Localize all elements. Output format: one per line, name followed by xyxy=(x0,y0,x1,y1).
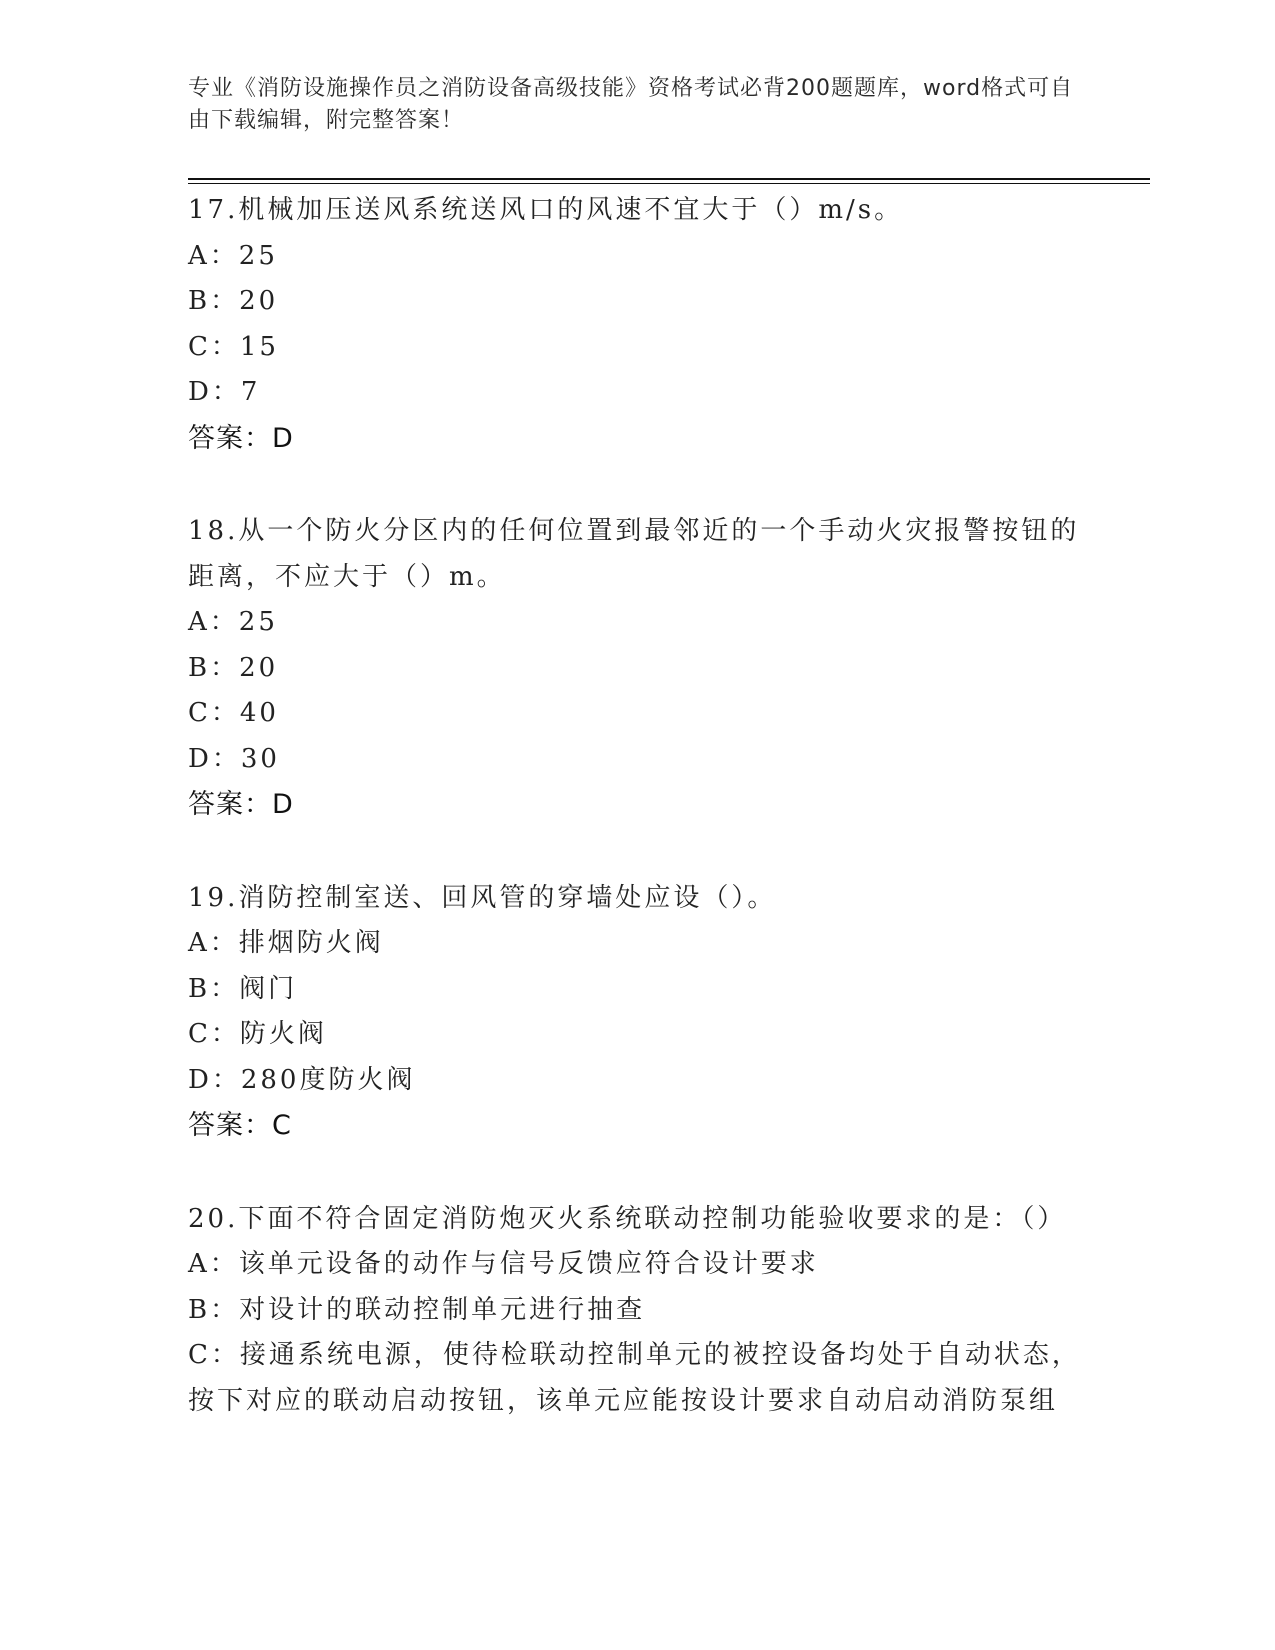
answer-line: 答案：D xyxy=(188,422,294,454)
answer-line: 答案：D xyxy=(188,789,294,820)
document-header: 专业《消防设施操作员之消防设备高级技能》资格考试必背200题题库，word格式可自由下载编辑，附完整答案！ xyxy=(188,76,1074,133)
option-b: B：20 xyxy=(188,652,279,683)
option-c: C：接通系统电源，使待检联动控制单元的被控设备均处于自动状态， xyxy=(188,1340,1081,1370)
question-stem: 20.下面不符合固定消防炮灭火系统联动控制功能验收要求的是：（） xyxy=(188,1203,1067,1234)
option-c-continued: 按下对应的联动启动按钮，该单元应能按设计要求自动启动消防泵组 xyxy=(188,1385,1059,1416)
question-list xyxy=(188,188,1088,1472)
option-a: A：该单元设备的动作与信号反馈应符合设计要求 xyxy=(188,1249,819,1279)
option-d: D：30 xyxy=(188,743,280,774)
answer-line: 答案：C xyxy=(188,1110,292,1141)
question-stem: 18.从一个防火分区内的任何位置到最邻近的一个手动火灾报警按钮的 xyxy=(188,516,1080,546)
header-rule-thin xyxy=(188,183,1150,184)
question-stem: 19.消防控制室送、回风管的穿墙处应设（）。 xyxy=(188,882,777,913)
option-c: C：防火阀 xyxy=(188,1019,327,1049)
question-stem: 17.机械加压送风系统送风口的风速不宜大于（）m/s。 xyxy=(188,195,904,225)
header-rule-thick xyxy=(188,178,1150,180)
question-stem-continued: 距离，不应大于（）m。 xyxy=(188,561,506,592)
option-b: B：阀门 xyxy=(188,973,298,1004)
option-c: C：15 xyxy=(188,331,279,362)
option-a: A：排烟防火阀 xyxy=(188,928,384,958)
option-d: D：7 xyxy=(188,377,261,407)
question-20 xyxy=(188,1197,1088,1425)
option-a: A：25 xyxy=(188,240,278,271)
question-18 xyxy=(188,509,1088,828)
option-a: A：25 xyxy=(188,607,278,637)
option-d: D：280度防火阀 xyxy=(188,1064,416,1095)
option-c: C：40 xyxy=(188,698,279,728)
option-b: B：对设计的联动控制单元进行抽查 xyxy=(188,1294,646,1325)
question-19 xyxy=(188,876,1088,1149)
option-b: B：20 xyxy=(188,286,279,316)
question-17 xyxy=(188,188,1088,461)
